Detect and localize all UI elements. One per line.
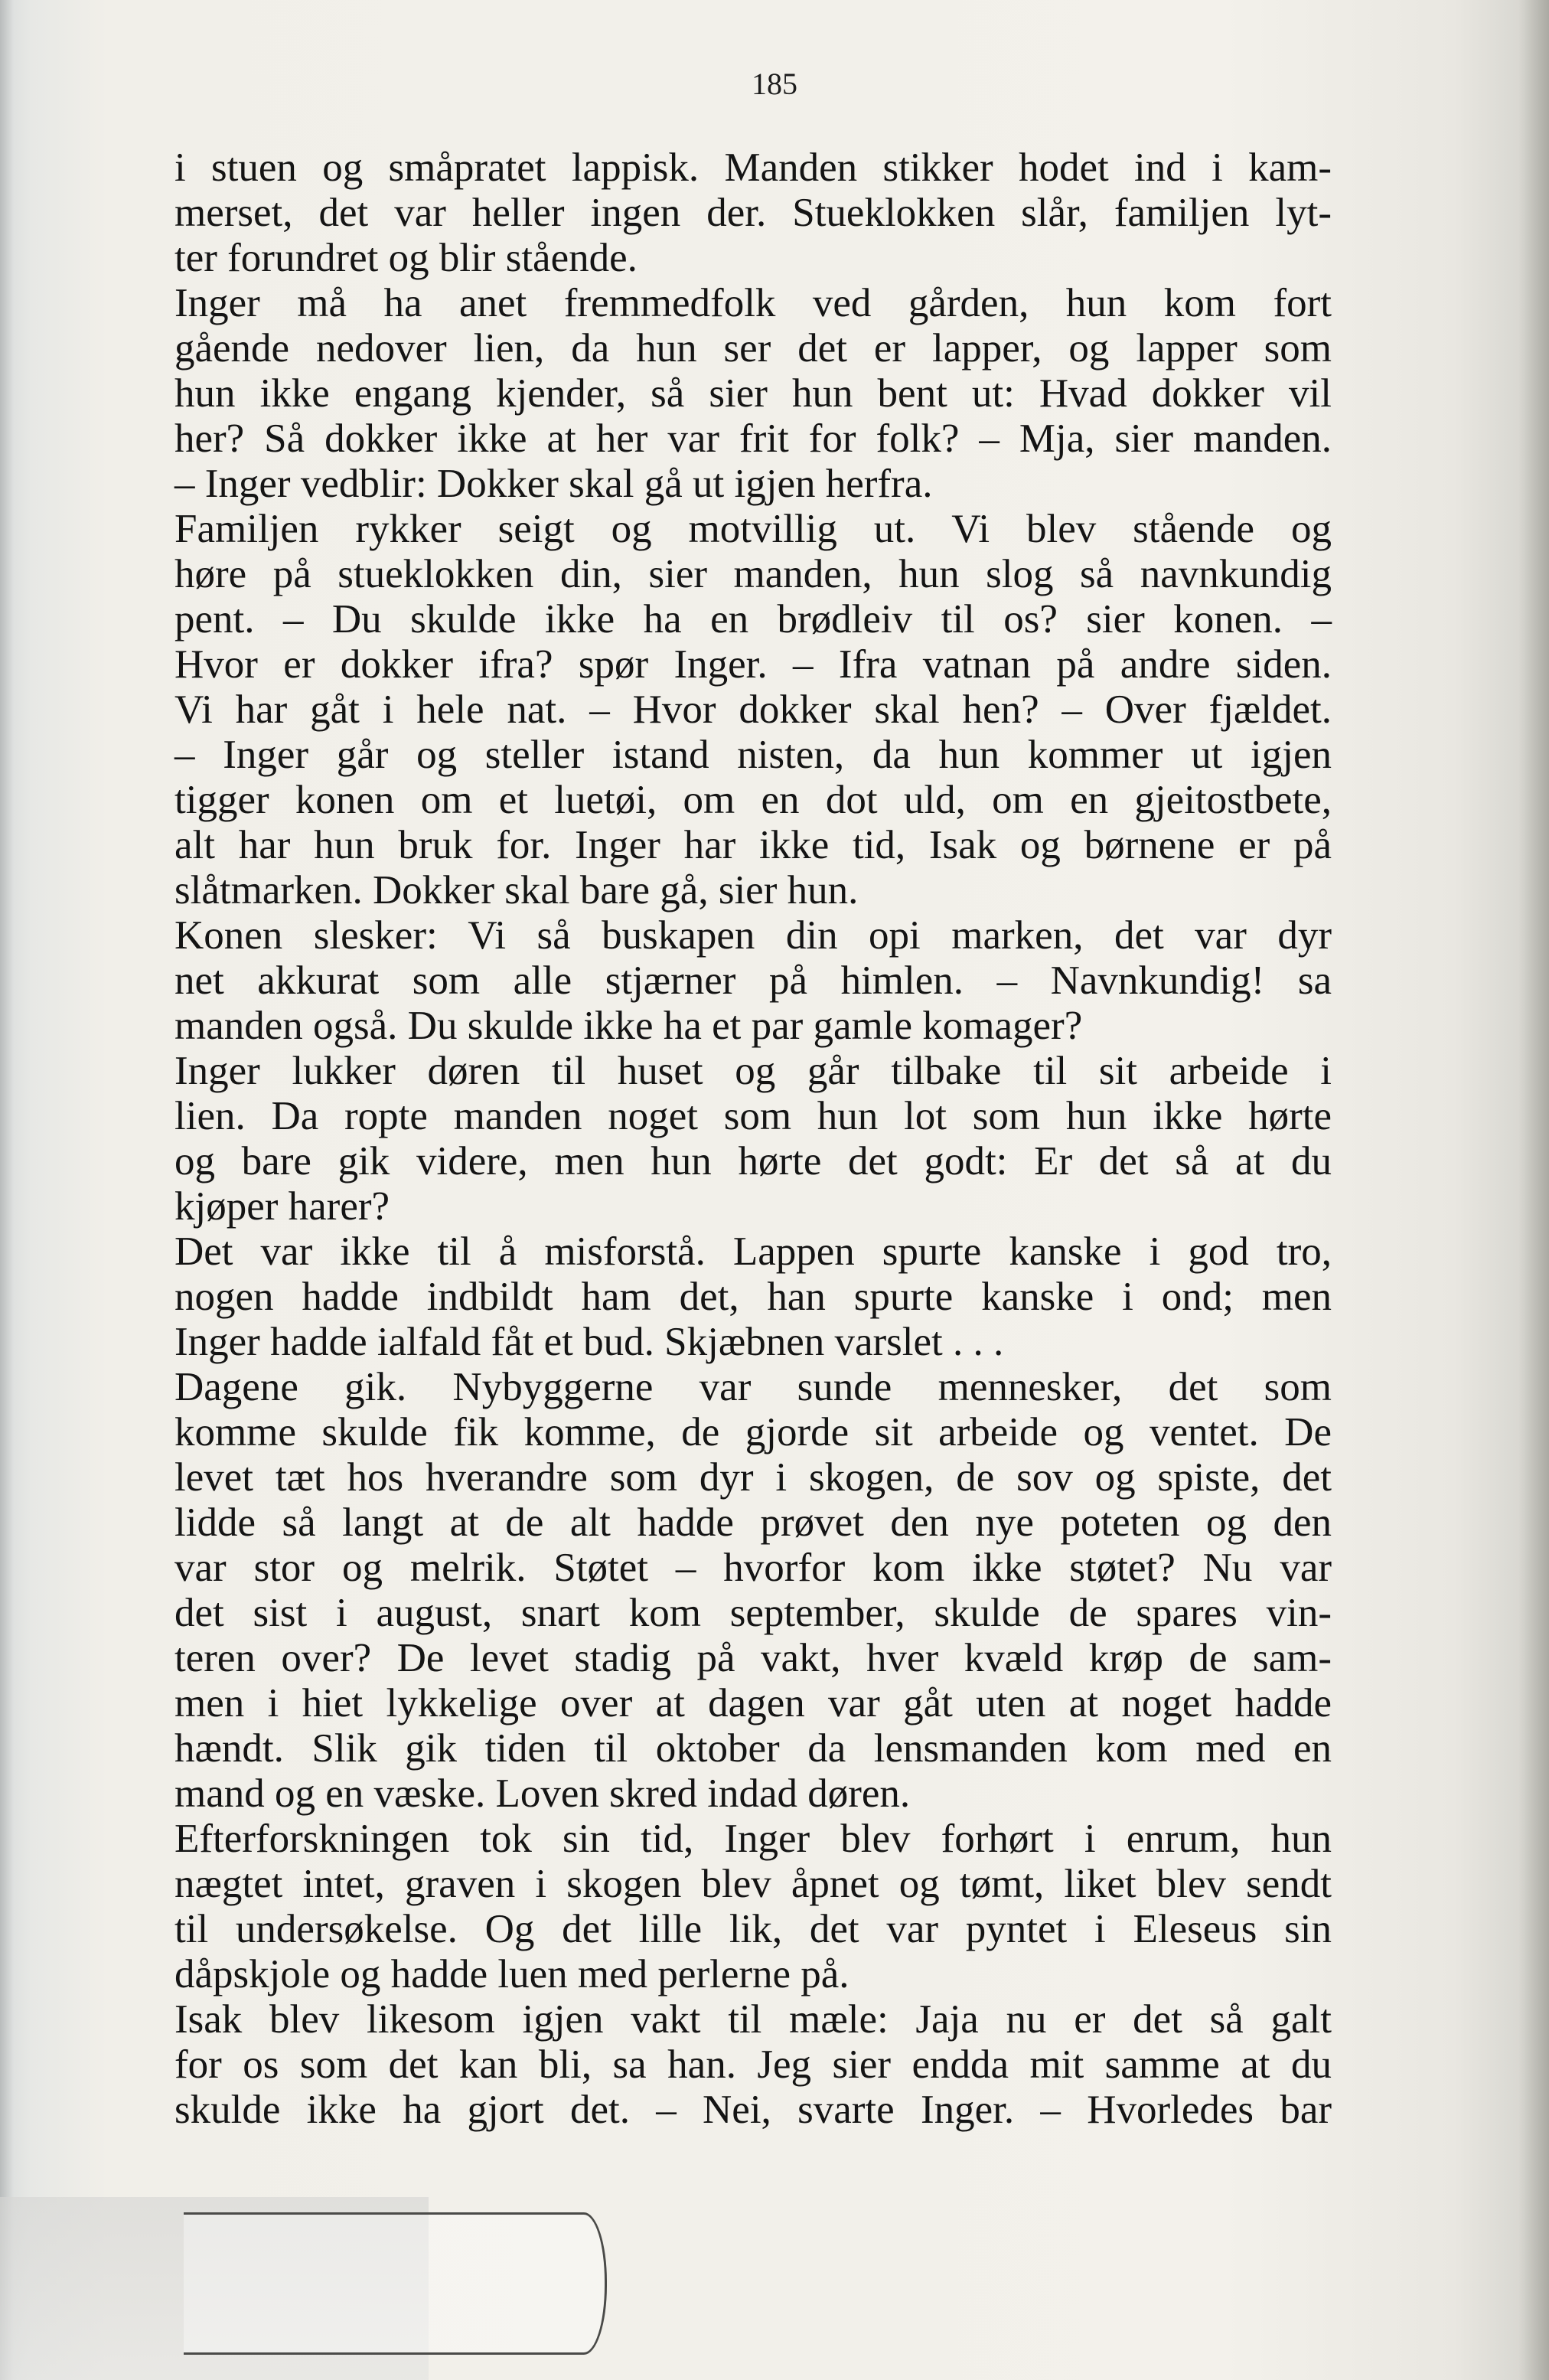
text-line: her? Så dokker ikke at her var frit for folk? – Mja, sier manden. <box>174 416 1332 461</box>
text-line: Dagene gik. Nybyggerne var sunde mennesker, det som <box>174 1365 1332 1409</box>
text-line: Inger hadde ialfald fåt et bud. Skjæbnen varslet . . . <box>174 1320 1004 1364</box>
page-edge-shadow <box>1518 0 1549 2380</box>
text-line: var stor og melrik. Støtet – hvorfor kom ikke støtet? Nu var <box>174 1546 1332 1590</box>
text-line: Konen slesker: Vi så buskapen din opi marken, det var dyr <box>174 913 1332 958</box>
text-line: men i hiet lykkelige over at dagen var gåt uten at noget hadde <box>174 1681 1332 1725</box>
body-text <box>174 145 1332 2133</box>
text-line: Inger lukker døren til huset og går tilbake til sit arbeide i <box>174 1049 1332 1093</box>
text-line: Efterforskningen tok sin tid, Inger blev forhørt i enrum, hun <box>174 1817 1332 1861</box>
text-line: skulde ikke ha gjort det. – Nei, svarte Inger. – Hvorledes bar <box>174 2088 1332 2132</box>
text-line: Det var ikke til å misforstå. Lappen spurte kanske i god tro, <box>174 1229 1332 1274</box>
text-line: gående nedover lien, da hun ser det er lapper, og lapper som <box>174 326 1332 371</box>
text-line: Isak blev likesom igjen vakt til mæle: Jaja nu er det så galt <box>174 1997 1332 2042</box>
library-label-tab <box>184 2212 607 2355</box>
text-line: net akkurat som alle stjærner på himlen. – Navnkundig! sa <box>174 958 1332 1003</box>
text-line: lien. Da ropte manden noget som hun lot som hun ikke hørte <box>174 1094 1332 1138</box>
text-line: levet tæt hos hverandre som dyr i skogen, de sov og spiste, det <box>174 1455 1332 1500</box>
text-line: slåtmarken. Dokker skal bare gå, sier hun. <box>174 868 859 912</box>
text-line: og bare gik videre, men hun hørte det godt: Er det så at du <box>174 1139 1332 1183</box>
text-line: til undersøkelse. Og det lille lik, det var pyntet i Eleseus sin <box>174 1907 1332 1951</box>
text-line: ter forundret og blir stående. <box>174 236 638 280</box>
text-line: nogen hadde indbildt ham det, han spurte kanske i ond; men <box>174 1275 1332 1319</box>
text-line: – Inger vedblir: Dokker skal gå ut igjen herfra. <box>174 462 933 506</box>
text-line: høre på stueklokken din, sier manden, hun slog så navnkundig <box>174 552 1332 596</box>
text-line: – Inger går og steller istand nisten, da hun kommer ut igjen <box>174 733 1332 777</box>
text-line: tigger konen om et luetøi, om en dot uld, om en gjeitostbete, <box>174 778 1332 822</box>
text-line: alt har hun bruk for. Inger har ikke tid, Isak og børnene er på <box>174 823 1332 867</box>
text-line: mand og en væske. Loven skred indad døren. <box>174 1771 911 1816</box>
text-line: manden også. Du skulde ikke ha et par gamle komager? <box>174 1004 1083 1048</box>
text-line: merset, det var heller ingen der. Stueklokken slår, familjen lyt- <box>174 191 1332 235</box>
text-line: pent. – Du skulde ikke ha en brødleiv til os? sier konen. – <box>174 597 1332 642</box>
text-line: i stuen og småpratet lappisk. Manden stikker hodet ind i kam- <box>174 145 1332 190</box>
text-line: kjøper harer? <box>174 1184 390 1229</box>
text-line: Vi har gåt i hele nat. – Hvor dokker skal hen? – Over fjældet. <box>174 687 1332 732</box>
binding-shadow <box>0 0 14 2380</box>
page-number: 185 <box>752 67 797 101</box>
text-line: det sist i august, snart kom september, skulde de spares vin- <box>174 1591 1332 1635</box>
text-line: Familjen rykker seigt og motvillig ut. Vi blev stående og <box>174 507 1332 551</box>
text-line: Hvor er dokker ifra? spør Inger. – Ifra vatnan på andre siden. <box>174 642 1332 687</box>
text-line: Inger må ha anet fremmedfolk ved gården, hun kom fort <box>174 281 1332 325</box>
text-line: nægtet intet, graven i skogen blev åpnet og tømt, liket blev sendt <box>174 1862 1332 1906</box>
text-line: komme skulde fik komme, de gjorde sit arbeide og ventet. De <box>174 1410 1332 1454</box>
text-line: teren over? De levet stadig på vakt, hver kvæld krøp de sam- <box>174 1636 1332 1680</box>
text-line: lidde så langt at de alt hadde prøvet den nye poteten og den <box>174 1500 1332 1545</box>
text-line: for os som det kan bli, sa han. Jeg sier endda mit samme at du <box>174 2042 1332 2087</box>
text-line: dåpskjole og hadde luen med perlerne på. <box>174 1952 850 1996</box>
text-line: hun ikke engang kjender, så sier hun bent ut: Hvad dokker vil <box>174 371 1332 416</box>
text-line: hændt. Slik gik tiden til oktober da lensmanden kom med en <box>174 1726 1332 1771</box>
